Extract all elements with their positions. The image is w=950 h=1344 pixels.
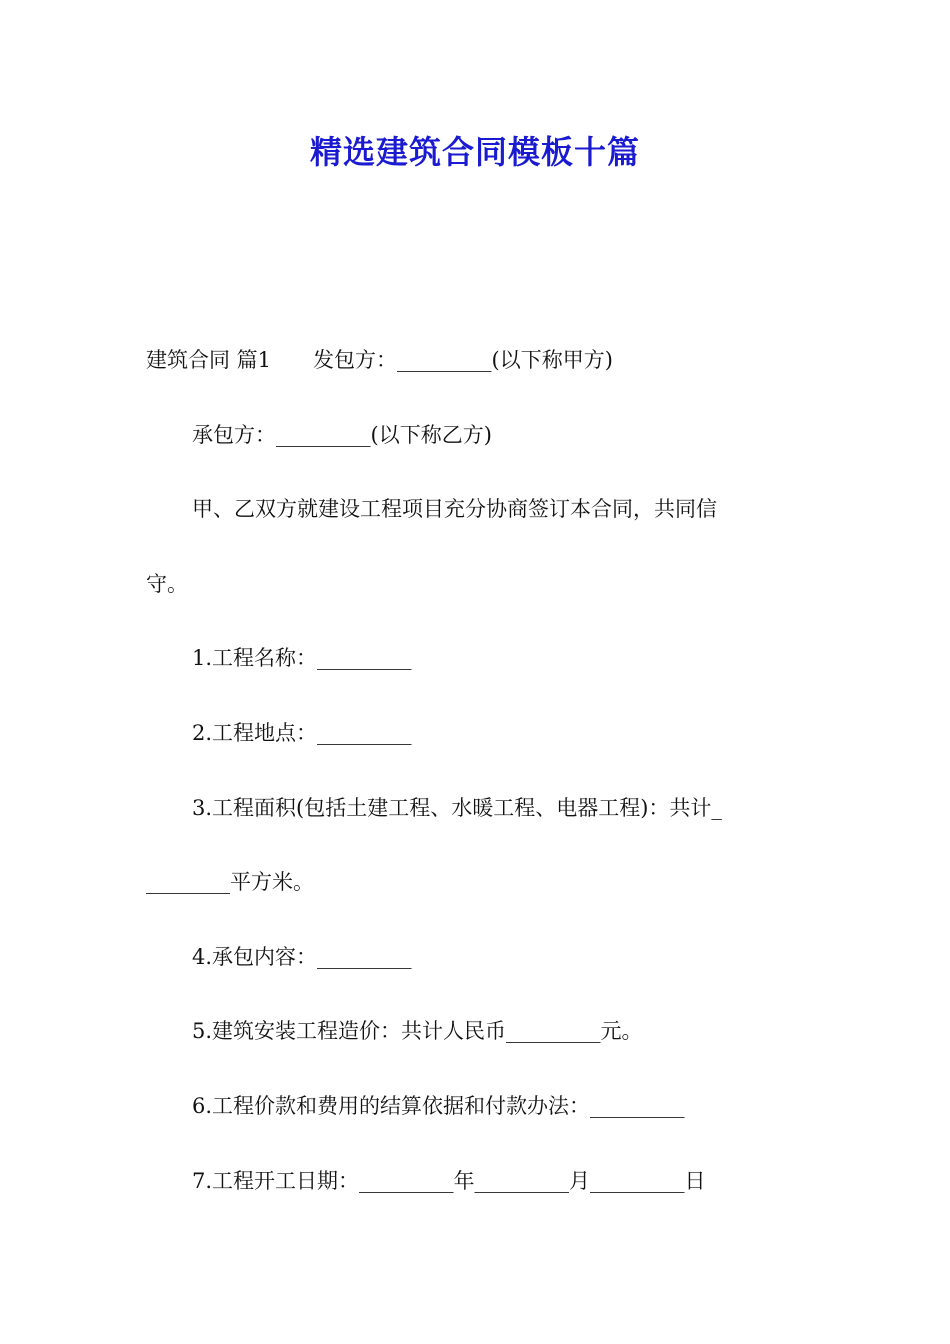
- clause-payment-method: 6.工程价款和费用的结算依据和付款办法：_________: [192, 1093, 685, 1118]
- clause-start-date: 7.工程开工日期：_________年_________月_________日: [192, 1168, 706, 1193]
- clause-construction-cost: 5.建筑安装工程造价：共计人民币_________元。: [192, 1019, 643, 1044]
- document-body: [146, 336, 810, 1231]
- clause-project-location: 2.工程地点：_________: [192, 720, 412, 745]
- preamble-line: 甲、乙双方就建设工程项目充分协商签订本合同，共同信: [192, 497, 717, 522]
- contractor-line: 承包方：_________(以下称乙方): [192, 422, 492, 447]
- clause-project-area-continuation: ________平方米。: [146, 870, 314, 895]
- preamble-continuation: 守。: [146, 571, 188, 596]
- contract-heading-line: 建筑合同 篇1 发包方：_________(以下称甲方): [146, 348, 613, 372]
- clause-project-name: 1.工程名称：_________: [192, 646, 412, 671]
- page-title: 精选建筑合同模板十篇: [309, 133, 640, 171]
- clause-project-area: 3.工程面积(包括土建工程、水暖工程、电器工程)：共计_: [192, 795, 722, 820]
- clause-contract-scope: 4.承包内容：_________: [192, 944, 412, 969]
